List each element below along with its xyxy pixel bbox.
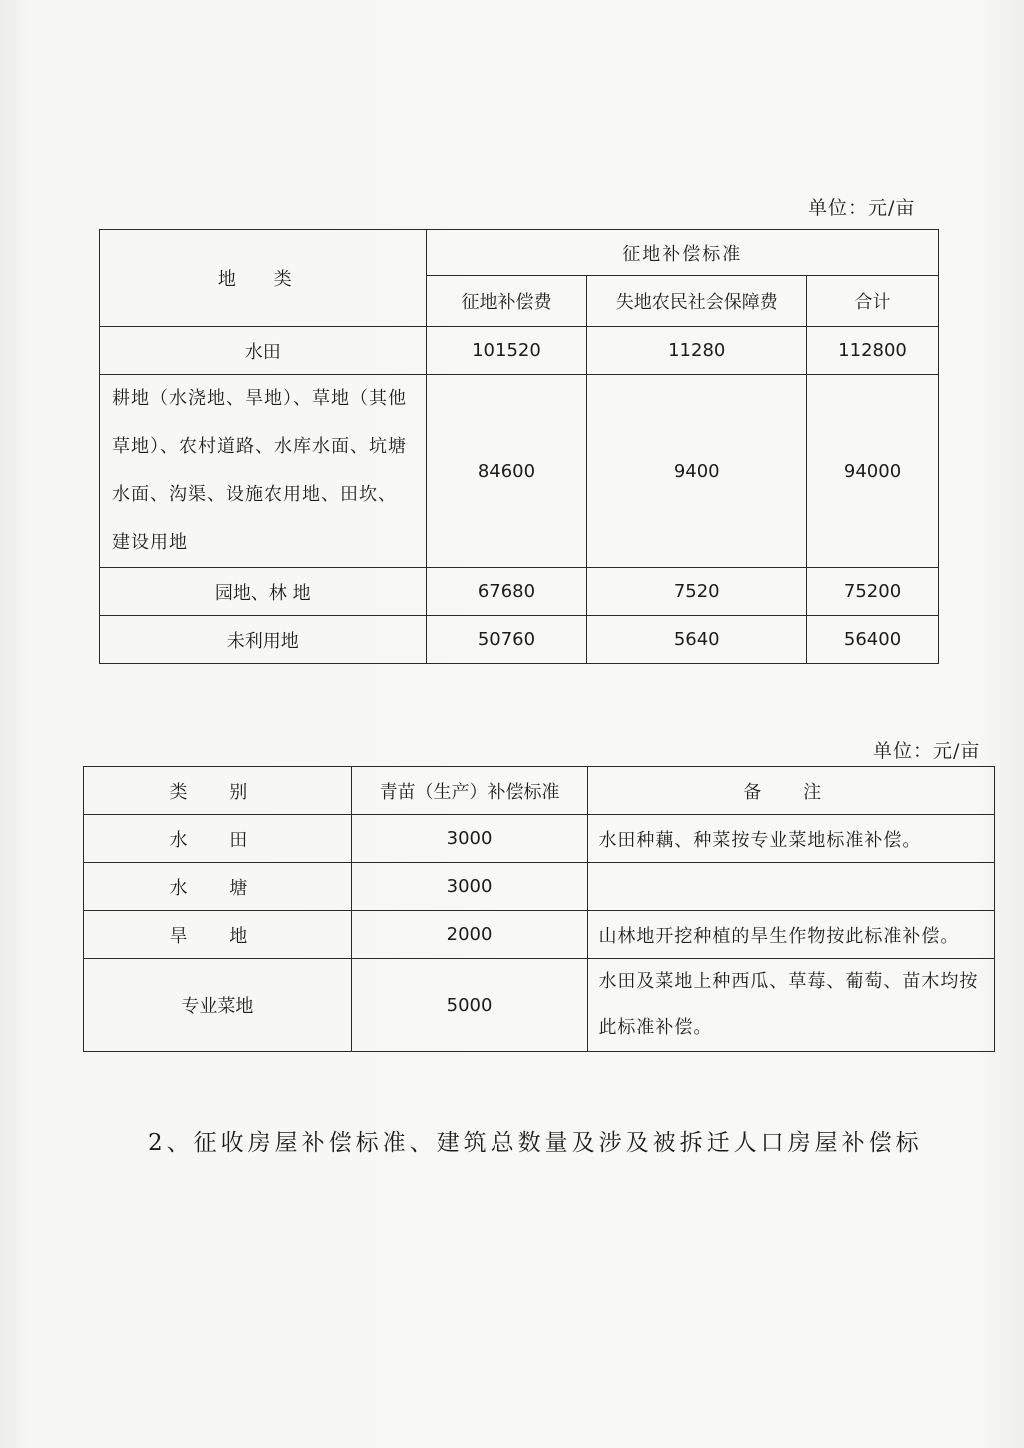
table1-unit-label: 单位：元/亩 — [808, 197, 916, 219]
social-security-value: 11280 — [587, 327, 807, 375]
table-row — [100, 375, 939, 568]
header-crop-standard: 青苗（生产）补偿标准 — [351, 767, 588, 815]
table-row — [84, 959, 995, 1052]
total-value: 75200 — [807, 568, 939, 616]
table-row — [84, 911, 995, 959]
table-row — [100, 327, 939, 375]
compensation-value: 67680 — [426, 568, 587, 616]
crop-standard-value: 2000 — [351, 911, 588, 959]
table-row — [84, 863, 995, 911]
header-note: 备 注 — [588, 767, 995, 815]
header-compensation: 征地补偿费 — [426, 276, 587, 327]
crop-category: 水 田 — [84, 815, 352, 863]
crop-standard-value: 3000 — [351, 863, 588, 911]
crop-note: 水田及菜地上种西瓜、草莓、葡萄、苗木均按此标准补偿。 — [588, 959, 995, 1052]
total-value: 94000 — [807, 375, 939, 568]
table-row — [100, 616, 939, 664]
header-social-security: 失地农民社会保障费 — [587, 276, 807, 327]
crop-category: 旱 地 — [84, 911, 352, 959]
header-total: 合计 — [807, 276, 939, 327]
crop-note: 水田种藕、种菜按专业菜地标准补偿。 — [588, 815, 995, 863]
compensation-value: 84600 — [426, 375, 587, 568]
social-security-value: 9400 — [587, 375, 807, 568]
table-row — [100, 568, 939, 616]
header-category: 类 别 — [84, 767, 352, 815]
section-heading: 2、征收房屋补偿标准、建筑总数量及涉及被拆迁人口房屋补偿标 — [148, 1130, 923, 1156]
land-category: 园地、林 地 — [100, 568, 427, 616]
crop-compensation-table — [83, 766, 995, 1052]
land-compensation-table — [99, 229, 939, 664]
table2-unit-label: 单位：元/亩 — [873, 740, 981, 762]
crop-category: 专业菜地 — [84, 959, 352, 1052]
header-land-type: 地 类 — [100, 230, 427, 327]
crop-note: 山林地开挖种植的旱生作物按此标准补偿。 — [588, 911, 995, 959]
land-category: 水田 — [100, 327, 427, 375]
crop-standard-value: 3000 — [351, 815, 588, 863]
table-row — [84, 815, 995, 863]
social-security-value: 5640 — [587, 616, 807, 664]
total-value: 112800 — [807, 327, 939, 375]
crop-category: 水 塘 — [84, 863, 352, 911]
land-category: 耕地（水浇地、旱地）、草地（其他草地）、农村道路、水库水面、坑塘水面、沟渠、设施农用地、田坎、建设用地 — [100, 375, 427, 568]
compensation-value: 50760 — [426, 616, 587, 664]
header-standard-group: 征地补偿标准 — [426, 230, 938, 276]
compensation-value: 101520 — [426, 327, 587, 375]
social-security-value: 7520 — [587, 568, 807, 616]
land-category: 未利用地 — [100, 616, 427, 664]
crop-note — [588, 863, 995, 911]
total-value: 56400 — [807, 616, 939, 664]
crop-standard-value: 5000 — [351, 959, 588, 1052]
